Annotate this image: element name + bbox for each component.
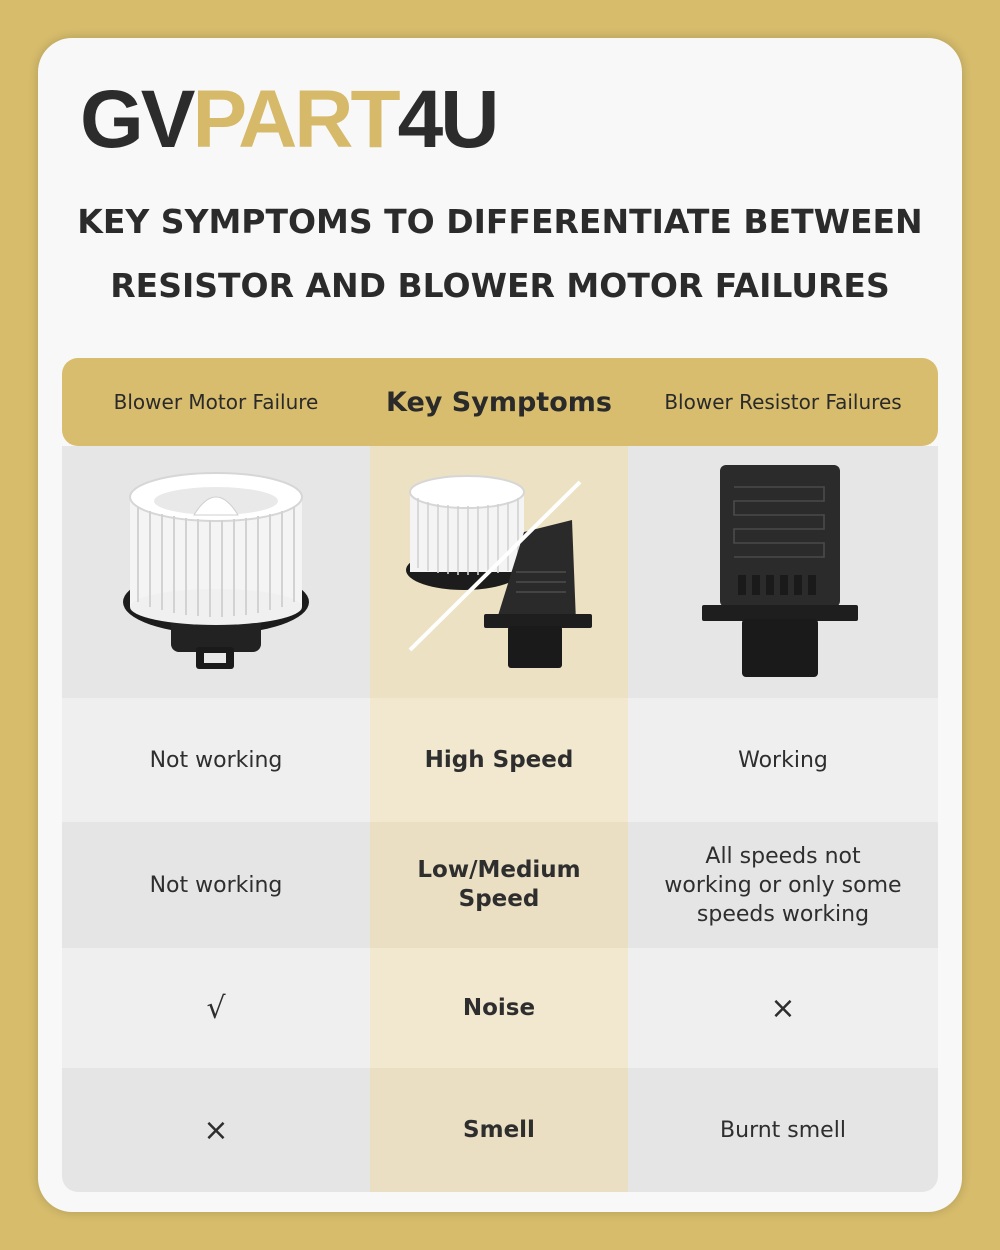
blower-resistor-image: [698, 457, 868, 687]
page-title: [38, 190, 962, 318]
row3-cross-mark: ×: [628, 948, 938, 1068]
blower-motor-image: [116, 467, 316, 677]
table-row: [62, 698, 938, 822]
row1-blower-motor-cell: Not working: [62, 698, 370, 822]
table-row-images: [62, 446, 938, 698]
row2-blower-motor-cell: Not working: [62, 822, 370, 948]
header-key-symptoms: Key Symptoms: [386, 386, 612, 418]
brand-logo-part2: PART: [192, 74, 398, 165]
table-header: [62, 358, 938, 446]
blower-motor-image-cell: [62, 446, 370, 698]
table-row: [62, 948, 938, 1068]
infographic-card: [38, 38, 962, 1212]
page-title-line2: RESISTOR AND BLOWER MOTOR FAILURES: [110, 266, 890, 305]
row3-symptom-cell: Noise: [370, 948, 628, 1068]
brand-logo: [80, 70, 496, 170]
brand-logo-part3: 4U: [397, 74, 497, 165]
brand-logo-part1: GV: [80, 74, 193, 165]
row2-resistor-cell: All speeds not working or only some speeds working: [628, 822, 938, 948]
table-row: [62, 822, 938, 948]
split-image-cell: [370, 446, 628, 698]
symptom-comparison-table: [62, 358, 938, 1192]
table-row: [62, 1068, 938, 1192]
row4-resistor-cell: Burnt smell: [628, 1068, 938, 1192]
row2-symptom-cell: Low/Medium Speed: [370, 822, 628, 948]
blower-resistor-image-cell: [628, 446, 938, 698]
blower-motor-and-resistor-split-image: [404, 472, 594, 672]
header-blower-resistor-failures: Blower Resistor Failures: [664, 390, 902, 414]
row1-resistor-cell: Working: [628, 698, 938, 822]
row4-symptom-cell: Smell: [370, 1068, 628, 1192]
page-title-line1: KEY SYMPTOMS TO DIFFERENTIATE BETWEEN: [77, 202, 923, 241]
header-blower-motor-failure: Blower Motor Failure: [113, 390, 319, 414]
row3-check-mark: √: [62, 948, 370, 1068]
row4-cross-mark: ×: [62, 1068, 370, 1192]
row1-symptom-cell: High Speed: [370, 698, 628, 822]
